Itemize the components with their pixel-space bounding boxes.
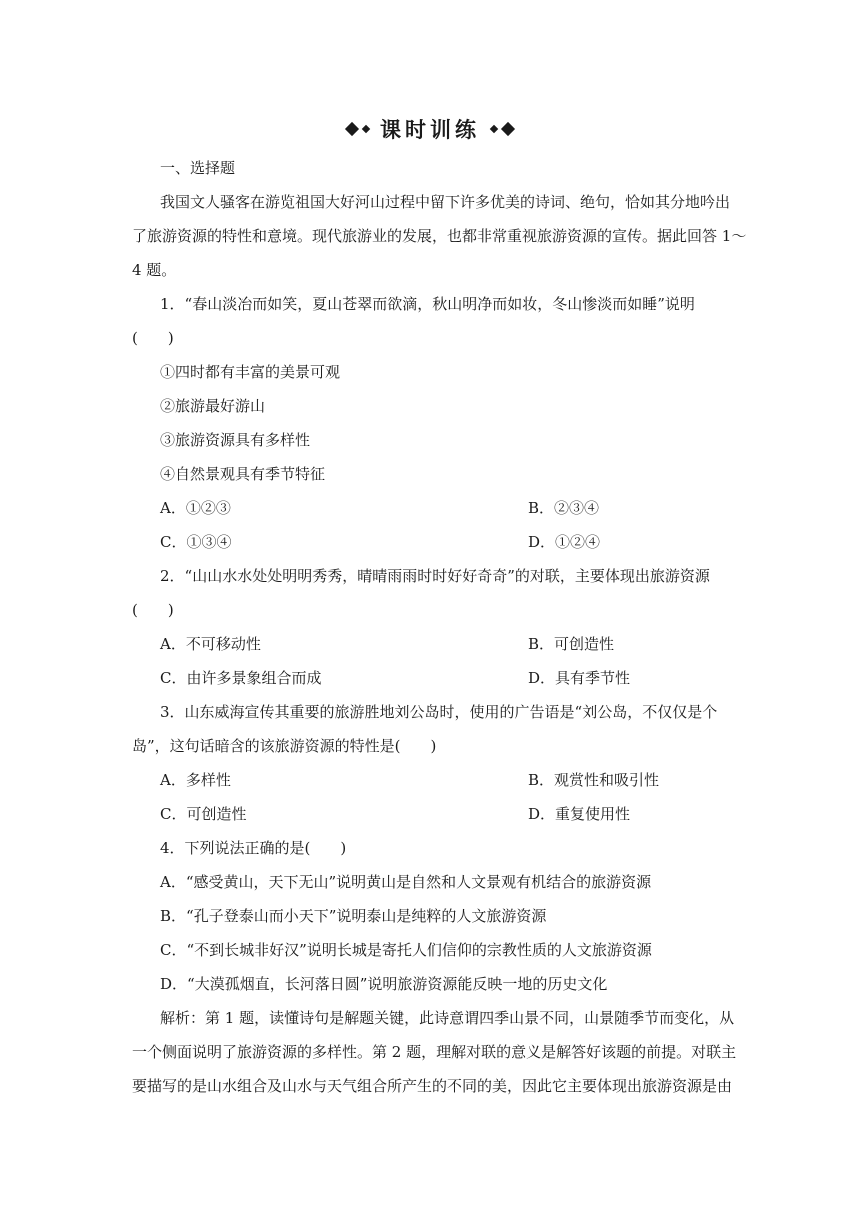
option-c: C．“不到长城非好汉”说明长城是寄托人们信仰的宗教性质的人文旅游资源 [160,941,652,959]
analysis-line: 解析：第 1 题，读懂诗句是解题关键，此诗意谓四季山景不同，山景随季节而变化，从 [160,1009,735,1027]
option-c: C．可创造性 [160,805,247,823]
question-stem: 2．“山山水水处处明明秀秀，晴晴雨雨时时好好奇奇”的对联，主要体现出旅游资源 [160,567,710,585]
question-stem: 4．下列说法正确的是( ) [160,839,347,857]
option-b: B．“孔子登泰山而小天下”说明泰山是纯粹的人文旅游资源 [160,907,547,925]
option-a: A．多样性 [160,771,231,789]
diamond-icon [345,122,359,136]
section-title: 一、选择题 [160,159,236,177]
analysis-line: 要描写的是山水组合及山水与天气组合所产生的不同的美，因此它主要体现出旅游资源是由 [132,1077,733,1095]
question-stem: 3．山东威海宣传其重要的旅游胜地刘公岛时，使用的广告语是“刘公岛，不仅仅是个 [160,703,718,721]
analysis-line: 一个侧面说明了旅游资源的多样性。第 2 题，理解对联的意义是解答好该题的前提。对联主 [132,1043,737,1061]
statement-item: ②旅游最好游山 [160,397,266,415]
answer-blank: ( ) [132,601,174,619]
option-d: D．重复使用性 [528,805,631,823]
diamond-icon [501,122,515,136]
option-d: D．①②④ [528,533,601,551]
option-b: B．②③④ [528,499,600,517]
answer-blank: ( ) [132,329,174,347]
statement-item: ①四时都有丰富的美景可观 [160,363,341,381]
question-stem: 1．“春山淡冶而如笑，夏山苍翠而欲滴，秋山明净而如妆，冬山惨淡而如睡”说明 [160,295,695,313]
option-d: D．具有季节性 [528,669,631,687]
option-c: C．①③④ [160,533,232,551]
diamond-icon [362,125,370,133]
option-b: B．观赏性和吸引性 [528,771,660,789]
option-d: D．“大漠孤烟直，长河落日圆”说明旅游资源能反映一地的历史文化 [160,975,608,993]
section-header [0,114,860,144]
statement-item: ④自然景观具有季节特征 [160,465,326,483]
option-b: B．可创造性 [528,635,615,653]
question-stem: 岛”，这句话暗含的该旅游资源的特性是( ) [132,737,437,755]
option-a: A．①②③ [160,499,231,517]
intro-line: 4 题。 [132,261,177,279]
option-a: A．不可移动性 [160,635,261,653]
intro-line: 我国文人骚客在游览祖国大好河山过程中留下许多优美的诗词、绝句，恰如其分地吟出 [160,193,731,211]
header-title: 课时训练 [380,118,480,142]
statement-item: ③旅游资源具有多样性 [160,431,311,449]
option-c: C．由许多景象组合而成 [160,669,322,687]
option-a: A．“感受黄山，天下无山”说明黄山是自然和人文景观有机结合的旅游资源 [160,873,652,891]
diamond-icon [490,125,498,133]
intro-line: 了旅游资源的特性和意境。现代旅游业的发展，也都非常重视旅游资源的宣传。据此回答 1～ [132,227,747,245]
